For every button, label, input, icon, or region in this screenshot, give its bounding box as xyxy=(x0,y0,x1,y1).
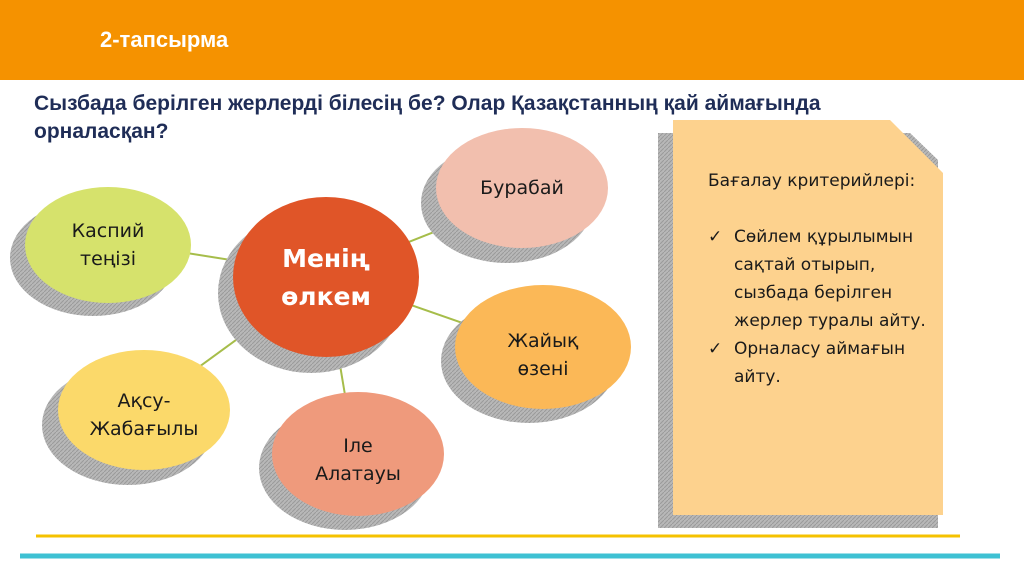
node-label-zhaiyk-river: Жайық өзені xyxy=(507,330,579,380)
checkmark-icon: ✓ xyxy=(708,227,723,247)
center-node-label: Менің өлкем xyxy=(281,244,371,311)
checkmark-icon: ✓ xyxy=(708,339,723,359)
node-label-aksu-zhabagly: Ақсу- Жабағылы xyxy=(89,390,199,440)
criteria-title: Бағалау критерийлері: xyxy=(708,171,916,191)
slide-title: 2-тапсырма xyxy=(100,27,229,52)
criteria-item xyxy=(708,223,928,335)
node-label-caspian-sea: Каспий теңізі xyxy=(71,220,145,270)
criteria-item-text: Орналасу аймағын айту. xyxy=(734,339,906,387)
node-label-burabay: Бурабай xyxy=(480,177,564,199)
node-label-ile-alatau: Іле Алатауы xyxy=(315,435,401,485)
criteria-item xyxy=(708,335,928,391)
question-text: Сызбада берілген жерлерді білесің бе? Олар Қазақстанның қай аймағында орналасқан? xyxy=(34,92,821,143)
criteria-item-text: Сөйлем құрылымын сақтай отырып, сызбада берілген жерлер туралы айту. xyxy=(734,227,926,331)
criteria-text-block xyxy=(708,167,928,391)
